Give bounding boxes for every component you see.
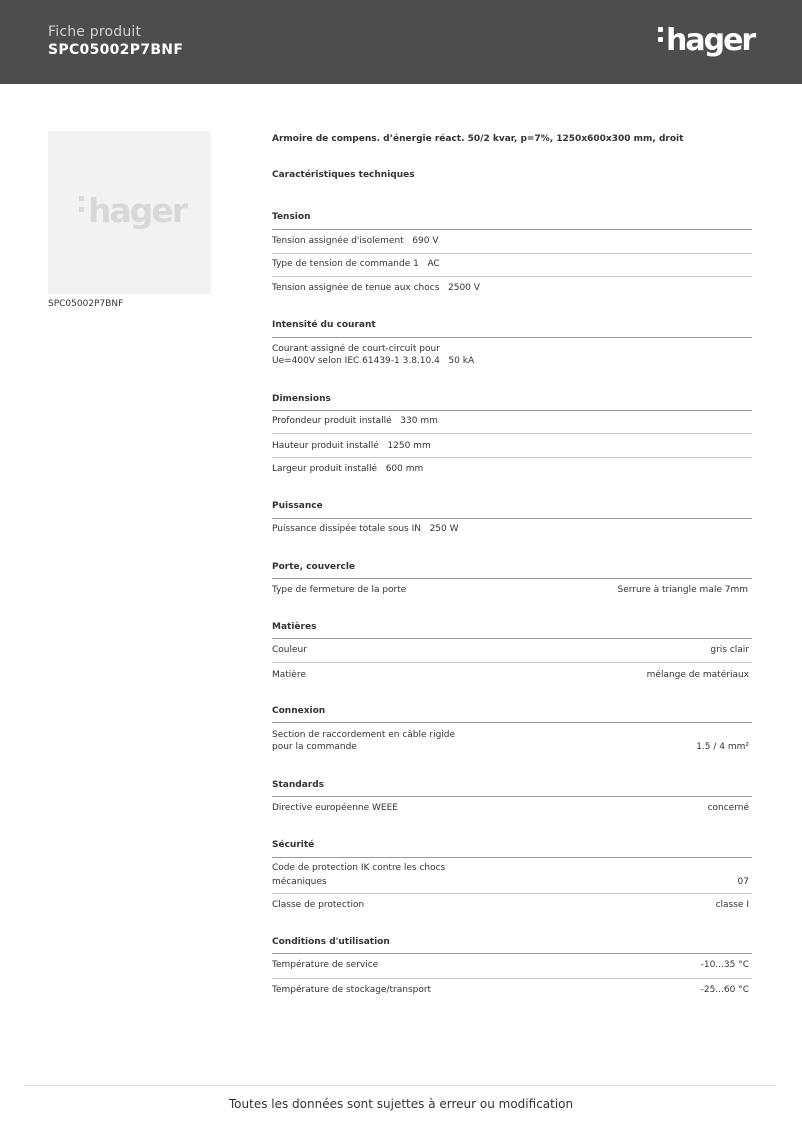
spec-label: Puissance dissipée totale sous IN <box>272 524 421 534</box>
divider <box>272 337 752 338</box>
spec-value: 600 mm <box>385 464 424 474</box>
spec-label-line2: mécaniques <box>272 877 327 887</box>
divider <box>272 276 752 277</box>
spec-value: 07 <box>737 877 749 887</box>
spec-row <box>272 440 431 453</box>
group-title-dimensions: Dimensions <box>272 394 331 404</box>
group-title-porte: Porte, couvercle <box>272 562 356 572</box>
product-title: Armoire de compens. d’énergie réact. 50/2 kvar, p=7%, 1250x600x300 mm, droit <box>272 134 684 144</box>
spec-value: 690 V <box>412 236 439 246</box>
spec-label-line2: pour la commande <box>272 742 357 752</box>
spec-value: Serrure à triangle male 7mm <box>617 585 748 595</box>
divider <box>272 857 752 858</box>
divider <box>272 410 752 411</box>
group-title-connexion: Connexion <box>272 706 326 716</box>
group-title-intensite: Intensité du courant <box>272 320 376 330</box>
spec-value: 50 kA <box>448 356 475 366</box>
divider <box>272 518 752 519</box>
spec-label-line2: Ue=400V selon IEC 61439-1 3.8.10.4 <box>272 356 440 366</box>
spec-value: classe I <box>715 900 749 910</box>
spec-label: Type de fermeture de la porte <box>272 585 407 595</box>
divider <box>272 457 752 458</box>
divider <box>272 229 752 230</box>
spec-label-line1: Courant assigné de court-circuit pour <box>272 344 440 354</box>
spec-value: AC <box>427 259 440 269</box>
divider <box>272 978 752 979</box>
footer-disclaimer: Toutes les données sont sujettes à erreur ou modification <box>228 1097 574 1111</box>
group-title-conditions: Conditions d'utilisation <box>272 937 390 947</box>
spec-label: Tension assignée d'isolement <box>272 236 404 246</box>
divider <box>272 893 752 894</box>
spec-value: 1250 mm <box>387 441 431 451</box>
spec-label: Matière <box>272 670 306 680</box>
spec-label-line1: Section de raccordement en câble rigide <box>272 730 456 740</box>
spec-label: Classe de protection <box>272 900 365 910</box>
spec-label: Profondeur produit installé <box>272 416 392 426</box>
spec-value: -25...60 °C <box>700 985 749 995</box>
group-title-puissance: Puissance <box>272 501 323 511</box>
spec-label: Directive européenne WEEE <box>272 803 398 813</box>
hager-logo: hager <box>657 23 754 59</box>
spec-value: -10...35 °C <box>700 960 749 970</box>
divider <box>272 796 752 797</box>
divider <box>272 578 752 579</box>
spec-value: gris clair <box>710 645 749 655</box>
spec-label: Hauteur produit installé <box>272 441 379 451</box>
spec-row <box>272 415 438 428</box>
spec-row <box>272 523 459 536</box>
spec-value: concerné <box>707 803 749 813</box>
spec-label: Largeur produit installé <box>272 464 378 474</box>
spec-value: 2500 V <box>448 283 480 293</box>
spec-label-line1: Code de protection IK contre les chocs <box>272 863 446 873</box>
page-header <box>0 0 802 84</box>
spec-row <box>272 463 423 476</box>
product-image-placeholder <box>48 131 211 294</box>
spec-label: Température de stockage/transport <box>272 985 432 995</box>
divider <box>272 953 752 954</box>
spec-label: Couleur <box>272 645 307 655</box>
product-image-caption: SPC05002P7BNF <box>48 299 124 309</box>
group-title-standards: Standards <box>272 780 325 790</box>
spec-row <box>272 282 480 295</box>
hager-watermark-logo: hager <box>78 193 186 229</box>
spec-row <box>272 258 440 271</box>
spec-label: Tension assignée de tenue aux chocs <box>272 283 440 293</box>
spec-row <box>272 355 474 368</box>
spec-value: 330 mm <box>400 416 438 426</box>
group-title-securite: Sécurité <box>272 840 315 850</box>
spec-value: 1.5 / 4 mm² <box>696 742 749 752</box>
divider <box>272 638 752 639</box>
spec-value: 250 W <box>429 524 459 534</box>
spec-label: Température de service <box>272 960 379 970</box>
header-product-code: SPC05002P7BNF <box>48 42 184 58</box>
divider <box>272 253 752 254</box>
divider <box>272 662 752 663</box>
footer-divider <box>24 1085 776 1086</box>
spec-value: mélange de matériaux <box>646 670 749 680</box>
group-title-matieres: Matières <box>272 622 317 632</box>
spec-row <box>272 235 438 248</box>
header-kicker: Fiche produit <box>48 24 142 40</box>
divider <box>272 433 752 434</box>
group-title-tension: Tension <box>272 212 311 222</box>
divider <box>272 722 752 723</box>
section-heading: Caractéristiques techniques <box>272 170 415 180</box>
spec-label: Type de tension de commande 1 <box>272 259 419 269</box>
